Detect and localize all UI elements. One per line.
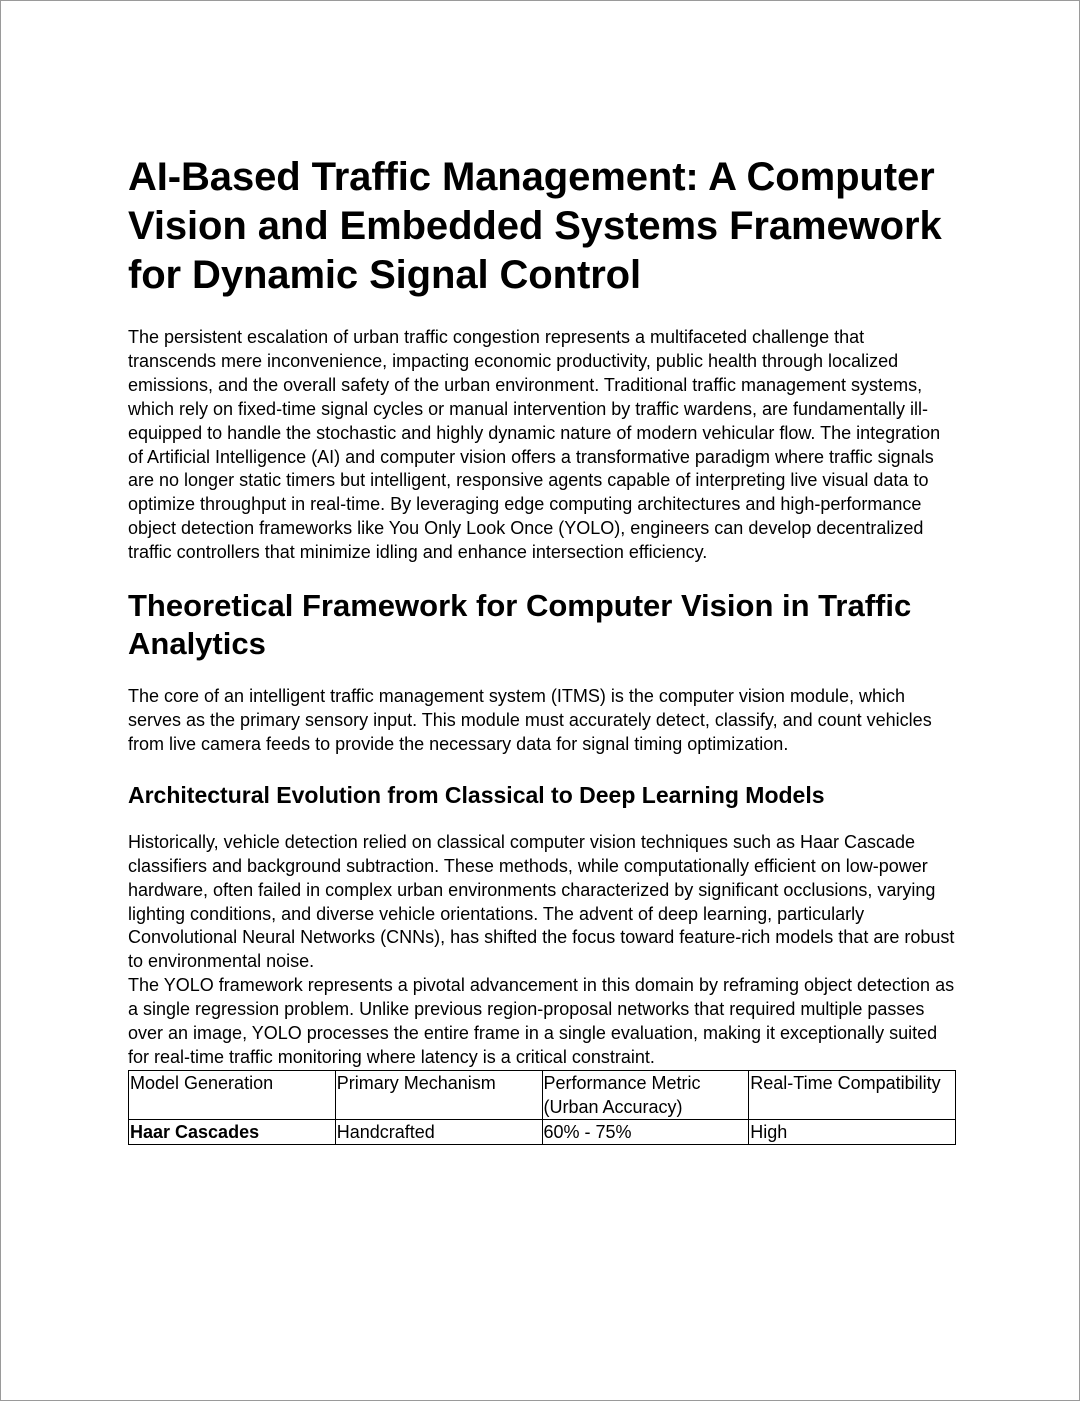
section-paragraph: The core of an intelligent traffic management system (ITMS) is the computer vision module, which serves as the primary sensory input. This module must accurately detect, classify, and count vehicles from live camera feeds to provide the necessary data for signal timing optimization. xyxy=(128,686,932,754)
document-content xyxy=(128,153,956,1145)
model-comparison-table xyxy=(128,1070,956,1145)
document-title: AI-Based Traffic Management: A Computer Vision and Embedded Systems Framework for Dynamic Signal Control xyxy=(128,155,942,297)
intro-paragraph: The persistent escalation of urban traffic congestion represents a multifaceted challenge that transcends mere inconvenience, impacting economic productivity, public health through localized emissions, and the overall safety of the urban environment. Traditional traffic management systems, which rely on fixed-time signal cycles or manual intervention by traffic wardens, are fundamentally ill-equipped to handle the stochastic and highly dynamic nature of modern vehicular flow. The integration of Artificial Intelligence (AI) and computer vision offers a transformative paradigm where traffic signals are no longer static timers but intelligent, responsive agents capable of interpreting live visual data to optimize throughput in real-time. By leveraging edge computing architectures and high-performance object detection frameworks like You Only Look Once (YOLO), engineers can develop decentralized traffic controllers that minimize idling and enhance intersection efficiency. xyxy=(128,327,941,563)
subsection-paragraph-2: The YOLO framework represents a pivotal advancement in this domain by reframing object detection as a single regression problem. Unlike previous region-proposal networks that required multiple passes over an image, YOLO processes the entire frame in a single evaluation, making it exceptionally suited for real-time traffic monitoring where latency is a critical constraint. xyxy=(128,975,955,1067)
table-header-cell: Real-Time Compatibility xyxy=(749,1070,956,1119)
table-cell: High xyxy=(749,1119,956,1144)
subsection-paragraph-1: Historically, vehicle detection relied on classical computer vision techniques such as Haar Cascade classifiers and background subtraction. These methods, while computationally efficient on low-power hardware, often failed in complex urban environments characterized by significant occlusions, varying lighting conditions, and diverse vehicle orientations. The advent of deep learning, particularly Convolutional Neural Networks (CNNs), has shifted the focus toward feature-rich models that are robust to environmental noise. xyxy=(128,831,955,972)
table-header-cell: Model Generation xyxy=(129,1070,336,1119)
subsection-heading: Architectural Evolution from Classical to Deep Learning Models xyxy=(128,781,825,808)
table-cell: Haar Cascades xyxy=(129,1119,336,1144)
table-header-cell: Primary Mechanism xyxy=(335,1070,542,1119)
table-cell: Handcrafted xyxy=(335,1119,542,1144)
table-header-cell: Performance Metric (Urban Accuracy) xyxy=(542,1070,749,1119)
table-header-row xyxy=(129,1070,956,1119)
table-cell: 60% - 75% xyxy=(542,1119,749,1144)
table-row xyxy=(129,1119,956,1144)
section-heading: Theoretical Framework for Computer Vision in Traffic Analytics xyxy=(128,588,912,662)
